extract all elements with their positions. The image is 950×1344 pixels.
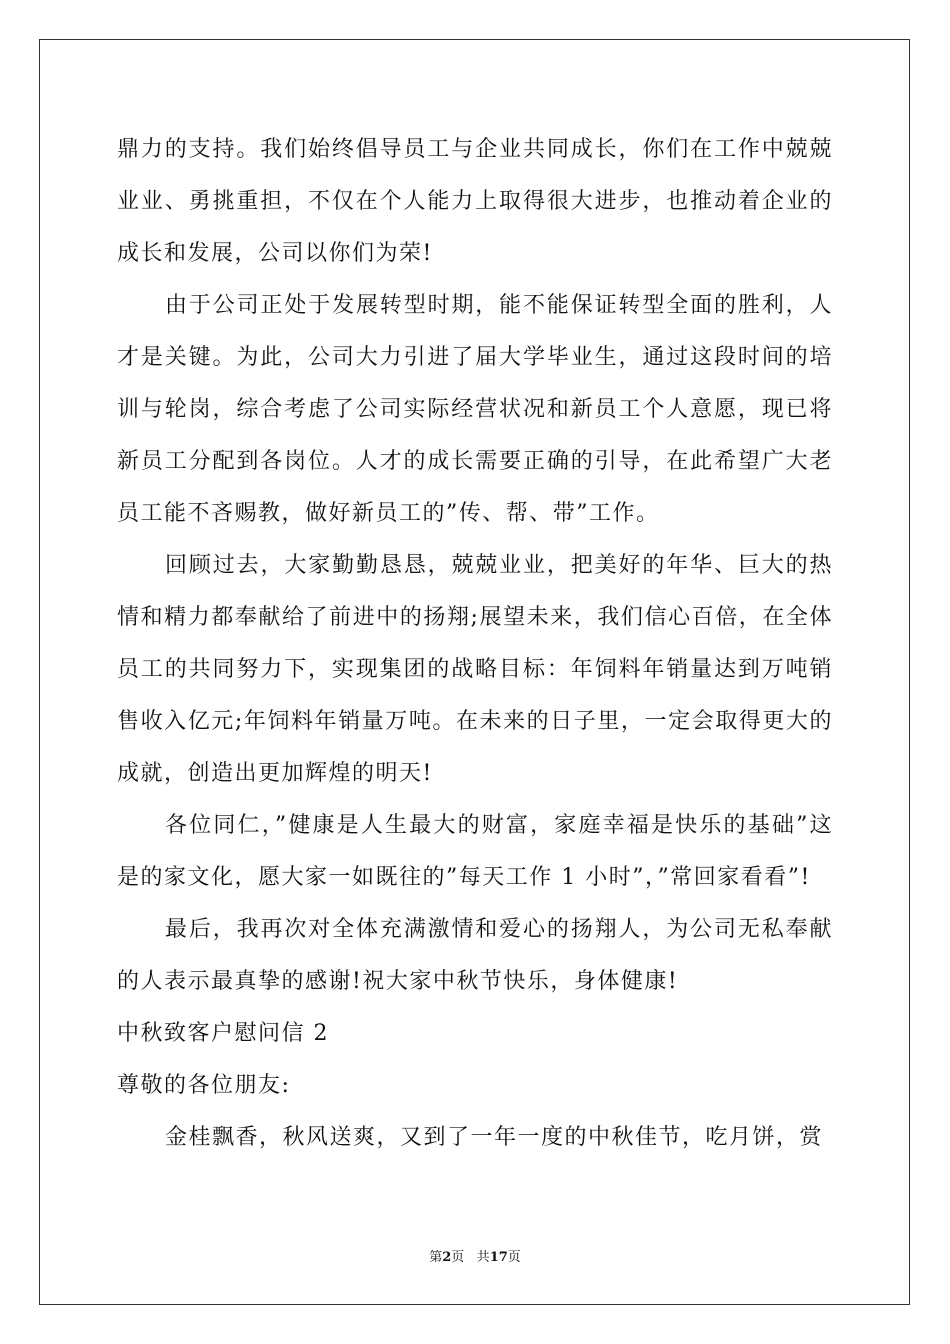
paragraph-opening: 金桂飘香，秋风送爽，又到了一年一度的中秋佳节，吃月饼，赏	[165, 1125, 824, 1150]
paragraph-closing: 最后，我再次对全体充满激情和爱心的扬翔人，为公司无私奉献的人表示最真挚的感谢!祝大家中秋节快乐，身体健康!	[117, 917, 833, 994]
document-body	[117, 124, 833, 1164]
paragraph-culture: 各位同仁，”健康是人生最大的财富，家庭幸福是快乐的基础”这是的家文化，愿大家一如既往的”每天工作 1 小时”，”常回家看看”!	[117, 813, 833, 890]
page-number: 2	[442, 1250, 452, 1265]
paragraph-continuation: 鼎力的支持。我们始终倡导员工与企业共同成长，你们在工作中兢兢业业、勇挑重担，不仅在个人能力上取得很大进步，也推动着企业的成长和发展，公司以你们为荣!	[117, 137, 833, 266]
paragraph-review: 回顾过去，大家勤勤恳恳，兢兢业业，把美好的年华、巨大的热情和精力都奉献给了前进中的扬翔;展望未来，我们信心百倍，在全体员工的共同努力下，实现集团的战略目标：年饲料年销量达到万吨销售收入亿元;年饲料年销量万吨。在未来的日子里，一定会取得更大的成就，创造出更加辉煌的明天!	[117, 553, 833, 786]
page-footer	[0, 1246, 950, 1265]
section-title: 中秋致客户慰问信 2	[117, 1021, 329, 1046]
paragraph-talent: 由于公司正处于发展转型时期，能不能保证转型全面的胜利，人才是关键。为此，公司大力引进了届大学毕业生，通过这段时间的培训与轮岗，综合考虑了公司实际经营状况和新员工个人意愿，现已将新员工分配到各岗位。人才的成长需要正确的引导，在此希望广大老员工能不吝赐教，做好新员工的”传、帮、带”工作。	[117, 293, 833, 526]
total-suffix: 页	[507, 1250, 521, 1265]
total-pages: 17	[489, 1250, 508, 1265]
page-prefix: 第	[429, 1250, 443, 1265]
page-suffix: 页	[451, 1250, 465, 1265]
salutation: 尊敬的各位朋友:	[117, 1073, 291, 1098]
total-prefix: 共	[476, 1250, 490, 1265]
